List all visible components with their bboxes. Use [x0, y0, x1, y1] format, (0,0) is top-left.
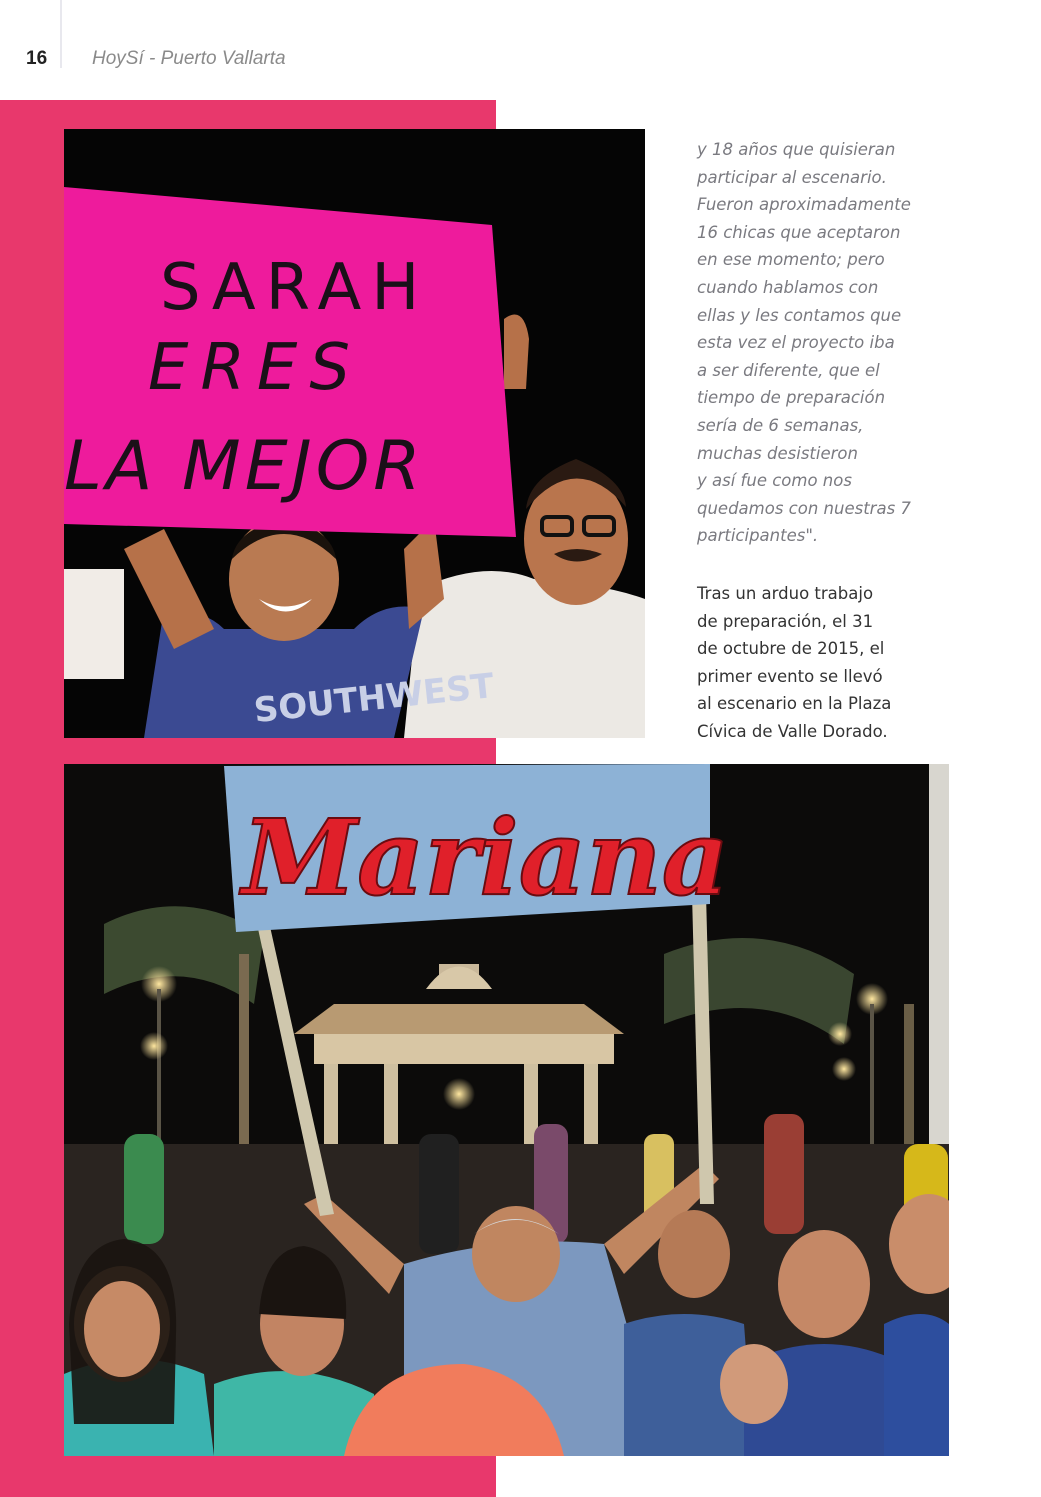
paragraph-line: de preparación, el 31: [697, 611, 874, 631]
paragraph-line: de octubre de 2015, el: [697, 639, 885, 659]
banner-text: Mariana: [242, 796, 730, 919]
quote-line: sería de 6 semanas,: [697, 415, 864, 435]
quote-line: en ese momento; pero: [697, 250, 885, 270]
quote-line: quedamos con nuestras 7: [697, 498, 911, 518]
quote-line: esta vez el proyecto iba: [697, 333, 895, 353]
quote-column: [697, 136, 937, 550]
page-number: 16: [26, 48, 48, 69]
paragraph-line: primer evento se llevó: [697, 666, 883, 686]
sign-line-2: ERES: [148, 331, 362, 405]
quote-line: y 18 años que quisieran: [697, 140, 896, 159]
paragraph-line: Cívica de Valle Dorado.: [697, 721, 888, 741]
quote-line: a ser diferente, que el: [697, 360, 880, 380]
sign-line-3: LA MEJOR: [64, 427, 425, 506]
header-divider: [60, 0, 62, 68]
quote-line: 16 chicas que aceptaron: [697, 222, 901, 242]
sign-line-1: SARAH: [160, 251, 430, 325]
publication-title: HoySí - Puerto Vallarta: [92, 48, 286, 69]
quote-line: Fueron aproximadamente: [697, 195, 911, 215]
photo-mariana-sign: [64, 764, 949, 1456]
quote-line: y así fue como nos: [697, 471, 852, 491]
photo-sarah-sign: [64, 129, 645, 738]
quote-line: ellas y les contamos que: [697, 305, 902, 325]
paragraph-line: Tras un arduo trabajo: [697, 584, 874, 603]
paragraph-line: al escenario en la Plaza: [697, 694, 892, 714]
quote-line: participar al escenario.: [697, 167, 887, 187]
quote-line: participantes".: [697, 526, 819, 546]
quote-line: cuando hablamos con: [697, 277, 879, 297]
shirt-text: SOUTHWEST: [251, 666, 496, 732]
body-paragraph: [697, 580, 937, 746]
quote-line: muchas desistieron: [697, 443, 858, 463]
quote-line: tiempo de preparación: [697, 388, 886, 408]
